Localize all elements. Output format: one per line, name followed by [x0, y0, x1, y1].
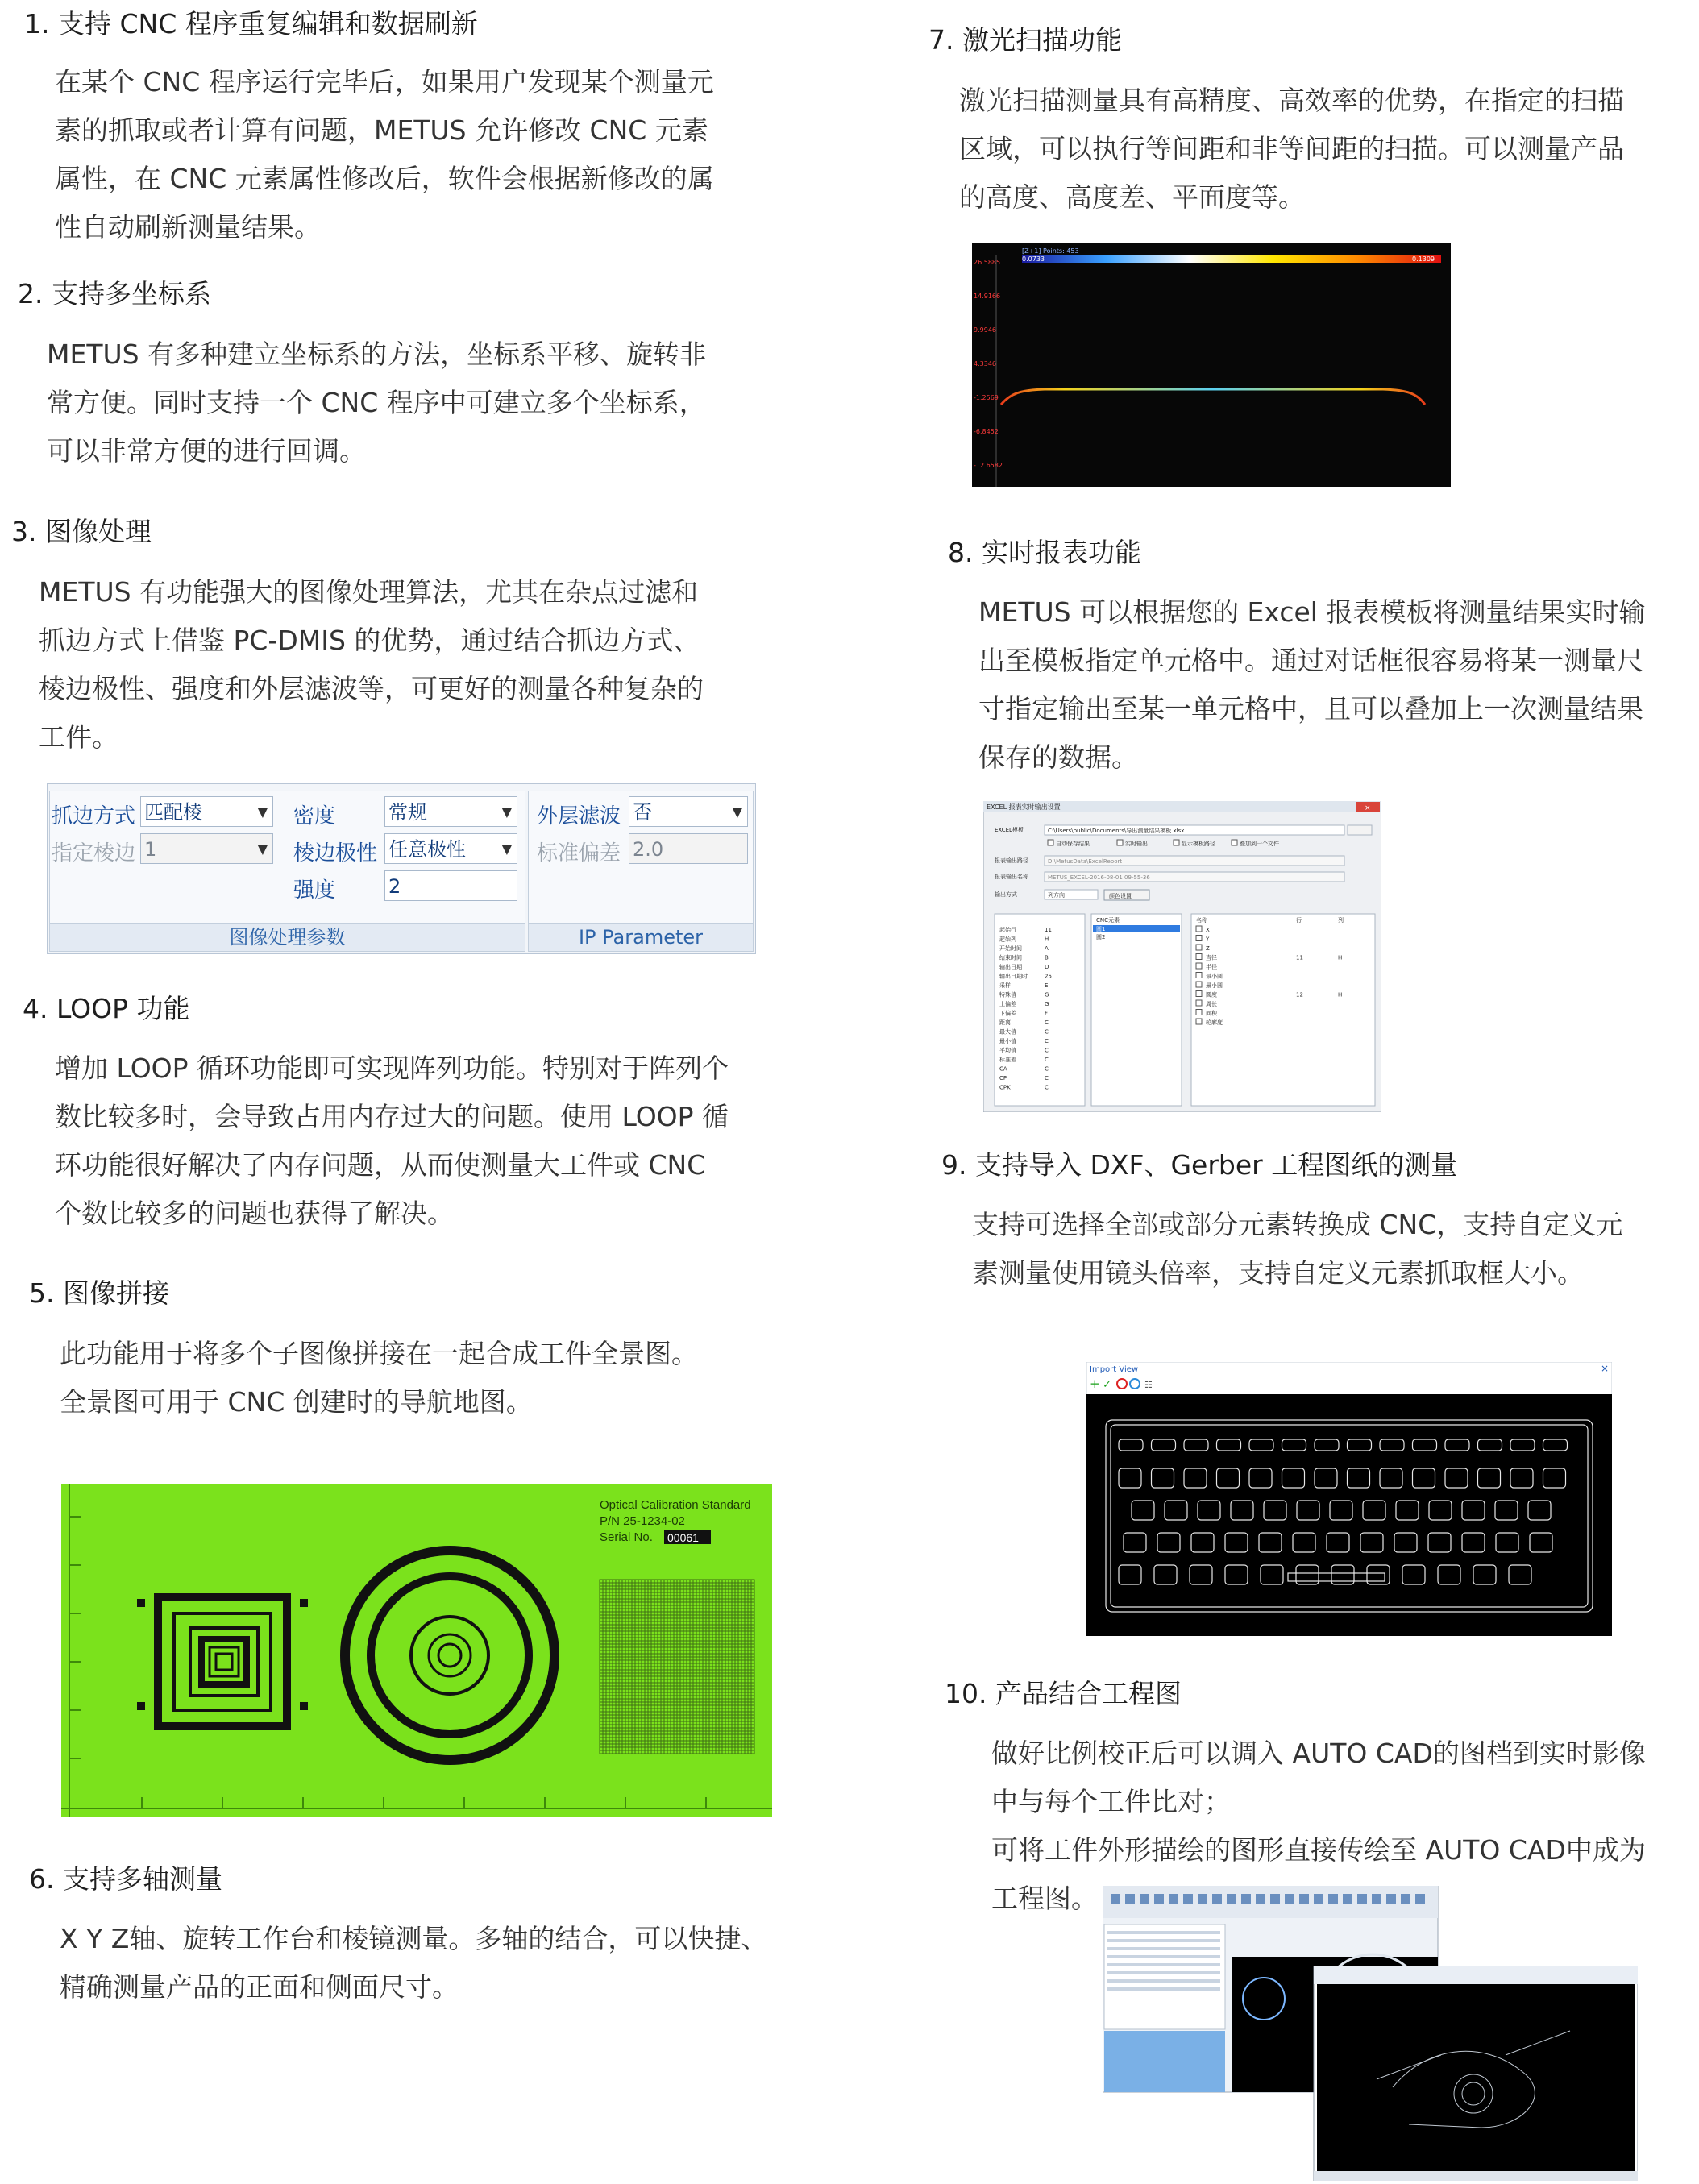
density-select[interactable]	[384, 796, 517, 827]
text-line: 在某个 CNC 程序运行完毕后，如果用户发现某个测量元	[55, 66, 714, 98]
list-item-value: 25	[1045, 973, 1052, 980]
filter-select[interactable]	[629, 796, 748, 827]
laser-ytick: -1.2569	[974, 394, 999, 401]
checkbox[interactable]	[1196, 991, 1202, 997]
checkbox[interactable]	[1196, 1010, 1202, 1015]
dxf-window-title: Import View	[1090, 1365, 1139, 1374]
group-caption: 图像处理参数	[50, 923, 525, 951]
polarity-label: 棱边极性	[293, 841, 378, 866]
section-title: 4. LOOP 功能	[23, 993, 190, 1024]
text-line: 抓边方式上借鉴 PC-DMIS 的优势，通过结合抓边方式、	[39, 625, 700, 656]
list-item: 开始时间	[999, 945, 1022, 952]
cnc-item: 圆2	[1096, 934, 1106, 940]
text-line: 工件。	[39, 721, 118, 753]
text-line: 可将工件外形描绘的图形直接传绘至 AUTO CAD中成为	[991, 1834, 1646, 1866]
field-label: 报表输出名称	[995, 874, 1028, 880]
text-line: 寸指定输出至某一单元格中，且可以叠加上一次测量结果	[978, 693, 1643, 725]
list-item: CP	[999, 1075, 1007, 1082]
section-3-body	[39, 568, 704, 762]
edge-mode-label: 抓边方式	[52, 804, 136, 828]
text-line: 支持可选择全部或部分元素转换成 CNC，支持自定义元	[972, 1209, 1623, 1240]
column-header: 列	[1338, 917, 1344, 924]
list-item: 起始行	[999, 927, 1016, 933]
field-value: C:\Users\public\Documents\导出测量结果模板.xlsx	[1048, 828, 1185, 834]
text-line: 性自动刷新测量结果。	[55, 211, 321, 243]
text-line: X Y Z轴、旋转工作台和棱镜测量。多轴的结合，可以快捷、	[60, 1923, 768, 1954]
list-item-value: C	[1045, 1028, 1049, 1036]
section-1	[24, 8, 478, 40]
checkbox-label: 实时输出	[1125, 841, 1148, 847]
text-line: 保存的数据。	[978, 741, 1138, 773]
name-item: Y	[1206, 936, 1210, 943]
text-line: METUS 有多种建立坐标系的方法，坐标系平移、旋转非	[47, 338, 707, 370]
checkbox-label: 显示模板路径	[1182, 841, 1215, 847]
text-line: 激光扫描测量具有高精度、高效率的优势，在指定的扫描	[959, 85, 1624, 116]
text-line: METUS 可以根据您的 Excel 报表模板将测量结果实时输	[978, 596, 1646, 628]
text-line: 增加 LOOP 循环功能即可实现阵列功能。特别对于阵列个	[55, 1053, 729, 1084]
list-item: 输出日期	[999, 964, 1022, 970]
list-item-value: E	[1045, 982, 1049, 989]
column-header: 名称	[1196, 917, 1207, 924]
field-value: 列方向	[1048, 892, 1065, 899]
check-icon[interactable]: ✓	[1103, 1379, 1111, 1391]
name-item: X	[1206, 927, 1210, 933]
text-line: 此功能用于将多个子图像拼接在一起合成工件全景图。	[60, 1338, 698, 1369]
section-title: 2. 支持多坐标系	[18, 278, 211, 309]
section-2	[18, 278, 211, 310]
list-item-value: C	[1045, 1065, 1049, 1073]
paragraph	[47, 330, 706, 475]
list-item-value: C	[1045, 1047, 1049, 1054]
column-header: CNC元素	[1096, 917, 1120, 924]
field-label: 输出方式	[995, 891, 1017, 898]
laser-scan-plot	[972, 243, 1451, 487]
list-item: 标准差	[999, 1057, 1016, 1063]
section-title: 7. 激光扫描功能	[928, 24, 1122, 56]
laser-header: [Z+1] Points: 453	[1022, 247, 1079, 255]
strength-input[interactable]	[384, 870, 517, 901]
list-item: 最小值	[999, 1038, 1016, 1044]
checkbox[interactable]	[1196, 936, 1202, 941]
checkbox-label: 叠加到一个文件	[1240, 841, 1279, 847]
text-line: 环功能很好解决了内存问题，从而使测量大工件或 CNC	[55, 1149, 706, 1181]
list-item: 距离	[999, 1019, 1011, 1026]
paragraph	[60, 1330, 698, 1426]
col-value: H	[1338, 954, 1343, 961]
name-item: 最小圆	[1206, 973, 1223, 980]
section-10	[945, 1678, 1182, 1710]
strength-label: 强度	[293, 878, 336, 903]
section-2-body	[47, 330, 706, 475]
image-processing-panel	[47, 783, 756, 954]
name-item: 轮廓度	[1206, 1019, 1223, 1026]
checkbox-label: 自动保存结果	[1056, 841, 1090, 847]
list-item-value: B	[1045, 954, 1049, 961]
checkbox[interactable]	[1196, 945, 1202, 950]
text-line: 个数比较多的问题也获得了解决。	[55, 1198, 454, 1229]
section-title: 1. 支持 CNC 程序重复编辑和数据刷新	[24, 8, 478, 39]
stddev-label: 标准偏差	[537, 841, 621, 866]
column-header: 行	[1296, 917, 1302, 924]
calibration-standard-image	[61, 1484, 772, 1817]
laser-ytick: -12.6582	[974, 462, 1003, 469]
filter-label: 外层滤波	[537, 804, 621, 828]
dialog-title: EXCEL 报表实时输出设置	[987, 803, 1061, 811]
excel-report-dialog	[983, 801, 1381, 1112]
select-value: 常规	[388, 801, 427, 824]
list-item-value: C	[1045, 1038, 1049, 1044]
section-6	[29, 1863, 222, 1895]
text-line: 素测量使用镜头倍率，支持自定义元素抓取框大小。	[972, 1257, 1584, 1289]
list-item: 特殊值	[999, 991, 1016, 999]
list-item-value: G	[1045, 1001, 1049, 1007]
checkbox[interactable]	[1196, 1000, 1202, 1006]
paragraph	[959, 77, 1624, 222]
list-item-value: C	[1045, 1075, 1049, 1082]
field-label: EXCEL模板	[995, 827, 1024, 833]
ip-group-main	[49, 791, 525, 952]
row-value: 11	[1296, 954, 1303, 961]
text-line: 常方便。同时支持一个 CNC 程序中可建立多个坐标系，	[47, 387, 706, 418]
checkbox[interactable]	[1196, 926, 1202, 932]
text-line: METUS 有功能强大的图像处理算法，尤其在杂点过滤和	[39, 576, 699, 608]
select-value: 任意极性	[388, 838, 466, 861]
calib-serial-label: Serial No.	[600, 1530, 653, 1544]
edge-index-select[interactable]	[140, 833, 273, 864]
calib-serial-number: 00061	[667, 1531, 699, 1544]
name-item: 最小圆	[1206, 982, 1223, 989]
text-line: 属性，在 CNC 元素属性修改后，软件会根据新修改的属	[55, 163, 714, 194]
name-item: 周长	[1206, 1001, 1217, 1007]
text-line: 数比较多时，会导致占用内存过大的问题。使用 LOOP 循	[55, 1101, 729, 1132]
list-item-value: A	[1045, 945, 1049, 952]
list-item: CA	[999, 1065, 1007, 1073]
paragraph	[55, 58, 714, 251]
chevron-down-icon: ▼	[257, 804, 268, 820]
col-value: H	[1338, 991, 1343, 999]
chevron-down-icon: ▼	[501, 804, 512, 820]
chevron-down-icon: ▼	[501, 841, 512, 857]
list-item-value: C	[1045, 1084, 1049, 1091]
laser-ytick: 14.9166	[974, 293, 1001, 300]
section-title: 8. 实时报表功能	[948, 537, 1141, 568]
laser-ytick: -6.8452	[974, 428, 999, 435]
checkbox[interactable]	[1196, 1019, 1202, 1024]
section-title: 5. 图像拼接	[29, 1277, 169, 1309]
list-item: 平均值	[999, 1047, 1016, 1054]
paragraph	[978, 588, 1645, 782]
section-title: 9. 支持导入 DXF、Gerber 工程图纸的测量	[941, 1149, 1458, 1181]
checkbox[interactable]	[1196, 963, 1202, 969]
polarity-select[interactable]	[384, 833, 517, 864]
section-7	[928, 24, 1122, 56]
section-title: 10. 产品结合工程图	[945, 1678, 1182, 1709]
close-icon[interactable]: ×	[1601, 1363, 1610, 1374]
stddev-input[interactable]	[629, 833, 748, 864]
list-item: 下偏差	[999, 1010, 1016, 1017]
text-line: 全景图可用于 CNC 创建时的导航地图。	[60, 1386, 533, 1418]
section-9	[941, 1149, 1457, 1181]
list-item-value: 11	[1045, 927, 1052, 933]
laser-ytick: 9.9946	[974, 326, 996, 334]
text-line: 棱边极性、强度和外层滤波等，可更好的测量各种复杂的	[39, 673, 704, 704]
chevron-down-icon: ▼	[257, 841, 268, 857]
laser-vmax: 0.1309	[1412, 255, 1435, 263]
text-line: 的高度、高度差、平面度等。	[959, 181, 1305, 213]
edge-mode-select[interactable]	[140, 796, 273, 827]
list-item-value: C	[1045, 1057, 1049, 1063]
section-4	[23, 993, 190, 1025]
list-item: CPK	[999, 1084, 1011, 1091]
list-item-value: C	[1045, 1019, 1049, 1026]
text-line: 素的抓取或者计算有问题，METUS 允许修改 CNC 元素	[55, 114, 708, 146]
select-value: 匹配棱	[144, 801, 202, 824]
list-item-value: D	[1045, 964, 1049, 970]
density-label: 密度	[293, 804, 336, 828]
laser-ytick: 4.3346	[974, 360, 996, 367]
section-title: 3. 图像处理	[11, 516, 152, 547]
field-label: 报表输出路径	[995, 857, 1028, 864]
text-line: 工程图。	[991, 1883, 1098, 1914]
section-3	[11, 516, 152, 548]
laser-vmin: 0.0733	[1022, 255, 1045, 263]
edge-index-label: 指定棱边	[52, 841, 136, 866]
section-8	[948, 537, 1141, 569]
row-value: 12	[1296, 991, 1303, 999]
checkbox[interactable]	[1196, 982, 1202, 987]
cad-comparison-screenshot	[1103, 1886, 1638, 2181]
text-line: 出至模板指定单元格中。通过对话框很容易将某一测量尺	[978, 645, 1643, 676]
text-line: 做好比例校正后可以调入 AUTO CAD的图档到实时影像	[991, 1738, 1646, 1769]
name-item: Z	[1206, 945, 1210, 952]
name-item: 直径	[1206, 954, 1217, 961]
name-item: 圆度	[1206, 991, 1217, 999]
input-value: 2.0	[633, 838, 664, 861]
paragraph	[60, 1915, 767, 2012]
list-item: 起始列	[999, 936, 1016, 943]
text-line: 可以非常方便的进行回调。	[47, 435, 366, 467]
input-value: 2	[388, 875, 401, 898]
dxf-import-view	[1086, 1362, 1612, 1636]
paragraph	[972, 1201, 1622, 1298]
select-value: 否	[633, 801, 652, 824]
list-icon[interactable]: ☷	[1144, 1380, 1153, 1390]
section-7-body	[959, 77, 1624, 222]
field-value: D:\MetusData\ExcelReport	[1048, 858, 1123, 865]
text-line: 精确测量产品的正面和侧面尺寸。	[60, 1971, 459, 2003]
section-title: 6. 支持多轴测量	[29, 1863, 222, 1895]
ip-group-parameter	[528, 791, 754, 952]
checkbox[interactable]	[1196, 973, 1202, 978]
select-value: 1	[144, 838, 157, 861]
section-5	[29, 1277, 169, 1310]
section-6-body	[60, 1915, 767, 2012]
field-value: METUS_EXCEL-2016-08-01 09-55-36	[1048, 874, 1150, 881]
paragraph	[55, 1044, 729, 1238]
section-8-body	[978, 588, 1645, 782]
close-icon: ×	[1365, 804, 1371, 812]
laser-ytick: 26.5885	[974, 259, 1001, 266]
section-4-body	[55, 1044, 729, 1238]
calib-part-number: P/N 25-1234-02	[600, 1514, 685, 1528]
calib-title: Optical Calibration Standard	[600, 1498, 751, 1512]
list-item: 采样	[999, 982, 1011, 989]
ip-caption: IP Parameter	[529, 923, 753, 951]
name-item: 面积	[1206, 1010, 1217, 1017]
add-icon[interactable]: +	[1090, 1376, 1100, 1391]
chevron-down-icon: ▼	[732, 804, 742, 820]
list-item: 上偏差	[999, 1001, 1016, 1007]
paragraph	[39, 568, 704, 762]
list-item: 输出日期时	[999, 973, 1028, 980]
text-line: 中与每个工件比对；	[991, 1786, 1231, 1817]
color-settings-button[interactable]: 颜色设置	[1109, 893, 1132, 899]
list-item-value: H	[1045, 936, 1049, 943]
section-9-body	[972, 1201, 1622, 1298]
browse-button[interactable]	[1348, 825, 1372, 835]
section-1-body	[55, 58, 714, 251]
list-item: 最大值	[999, 1028, 1016, 1036]
section-5-body	[60, 1330, 698, 1426]
list-item: 结束时间	[999, 954, 1022, 961]
checkbox[interactable]	[1196, 954, 1202, 960]
text-line: 区域，可以执行等间距和非等间距的扫描。可以测量产品	[959, 133, 1624, 164]
list-item-value: G	[1045, 991, 1049, 999]
list-item-value: F	[1045, 1010, 1049, 1017]
cnc-item: 圆1	[1096, 926, 1106, 932]
name-item: 半径	[1206, 964, 1217, 970]
